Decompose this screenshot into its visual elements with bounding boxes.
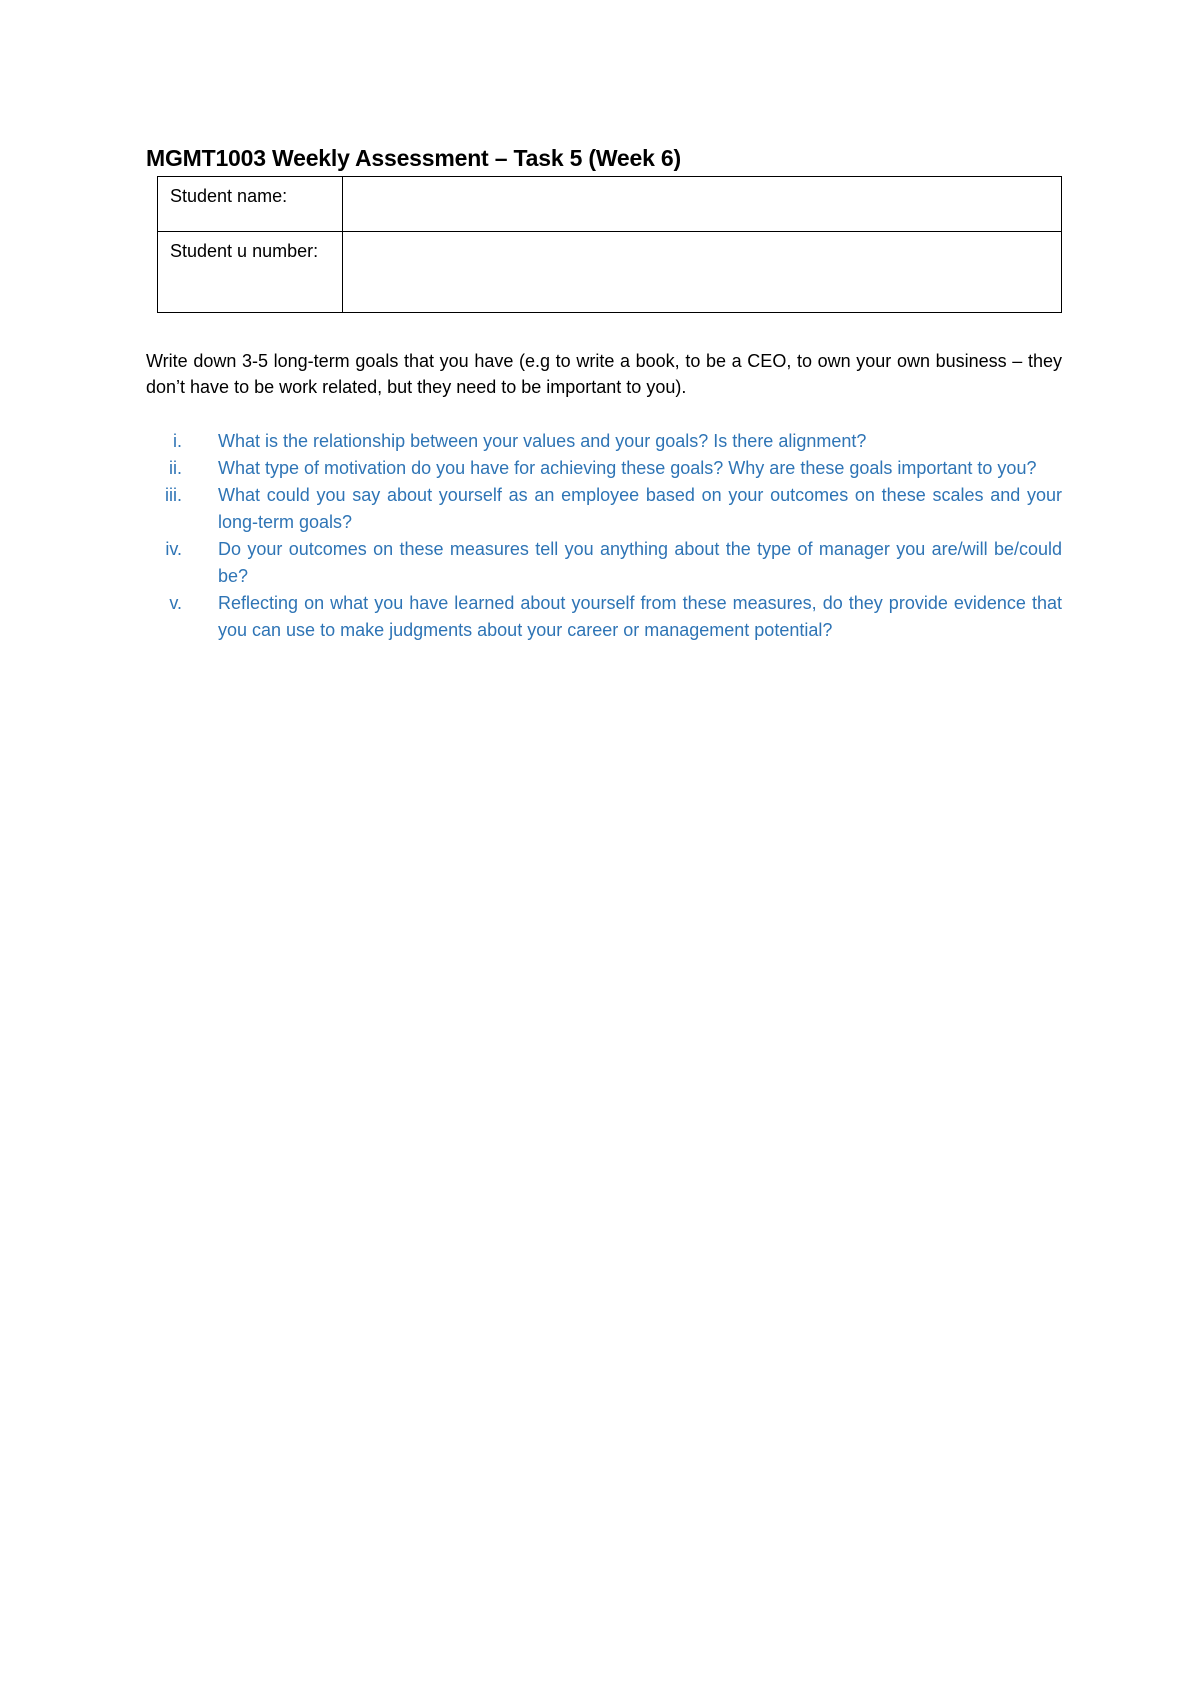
student-name-label: Student name: <box>158 177 343 232</box>
student-u-number-field[interactable] <box>343 232 1062 313</box>
question-number: iii. <box>165 485 182 505</box>
question-text: What type of motivation do you have for achieving these goals? Why are these goals important to you? <box>218 458 1037 478</box>
list-item <box>146 482 1062 536</box>
table-row <box>158 232 1062 313</box>
student-name-field[interactable] <box>343 177 1062 232</box>
student-info-table <box>157 176 1062 313</box>
question-number: v. <box>169 593 182 613</box>
question-list <box>146 428 1062 644</box>
question-text: Reflecting on what you have learned about yourself from these measures, do they provide evidence that you can use to make judgments about your career or management potential? <box>218 593 1062 640</box>
instructions-paragraph: Write down 3-5 long-term goals that you have (e.g to write a book, to be a CEO, to own your own business – they don’t have to be work related, but they need to be important to you). <box>146 351 1062 397</box>
list-item <box>146 536 1062 590</box>
question-number: iv. <box>165 539 182 559</box>
list-item <box>146 455 1062 482</box>
table-row <box>158 177 1062 232</box>
list-item <box>146 428 1062 455</box>
list-item <box>146 590 1062 644</box>
question-text: Do your outcomes on these measures tell you anything about the type of manager you are/will be/could be? <box>218 539 1062 586</box>
question-text: What could you say about yourself as an employee based on your outcomes on these scales and your long-term goals? <box>218 485 1062 532</box>
question-number: i. <box>173 431 182 451</box>
document-title: MGMT1003 Weekly Assessment – Task 5 (Week 6) <box>146 145 681 171</box>
student-u-number-label: Student u number: <box>158 232 343 313</box>
question-number: ii. <box>169 458 182 478</box>
question-text: What is the relationship between your values and your goals? Is there alignment? <box>218 431 867 451</box>
